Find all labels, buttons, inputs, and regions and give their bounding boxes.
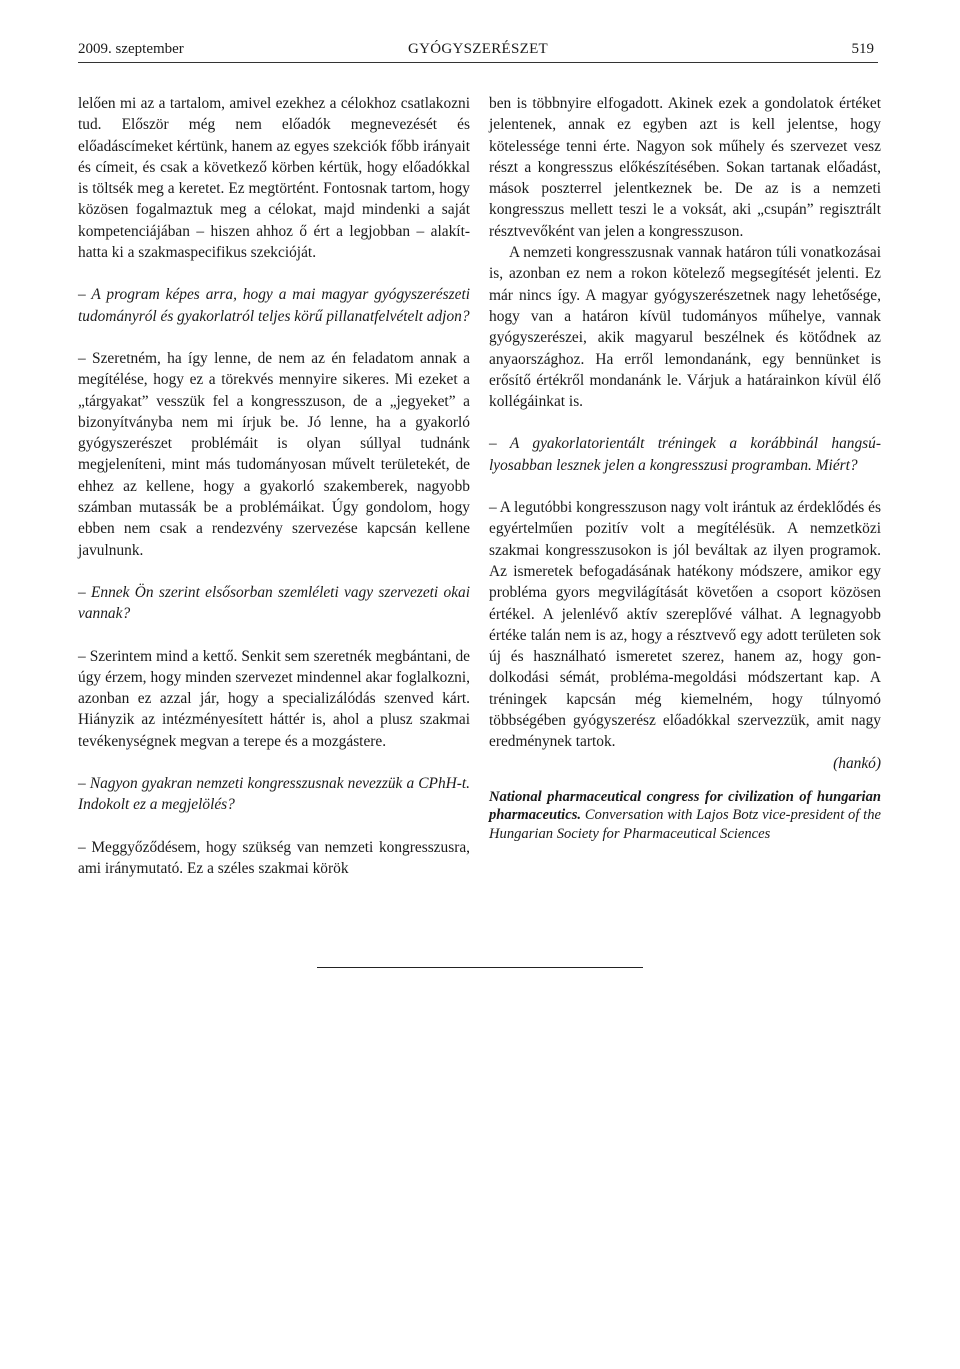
interview-answer: – Meggyőződésem, hogy szükség van nemzeti kongresszusra, ami iránymutató. Ez a széles szakmai körök: [78, 838, 470, 877]
end-rule: [317, 967, 643, 968]
running-header: [78, 40, 878, 63]
english-abstract-title: National pharmaceutical congress for civilization of hungarian pharmaceutics.: [489, 788, 881, 824]
page-number: 519: [851, 41, 874, 57]
paragraph: lelően mi az a tartalom, amivel ezekhez a célokhoz csatlakozni tud. Először még nem előadók megnevezését és előadáscímeket kértünk, hanem az egyes szekciók főbb irányait és címeit, és csak a következő körben kértük, hogy előadókkal is töltsék meg a keretet. Ez megtörtént. Fontosnak tartom, hogy közösen fogalmaztuk meg a célokat, majd mindenki a saját kompetenciájában – hiszen ahhoz ő ért a legjobban – alakíthatta ki a szakmaspecifikus szekcióját.: [78, 95, 470, 262]
author-signature: (hankó): [833, 754, 881, 772]
interview-question: – Nagyon gyakran nemzeti kongresszusnak nevezzük a CPhH-t. Indokolt ez a megjelölés?: [78, 775, 470, 814]
interview-answer: – Szeretném, ha így lenne, de nem az én feladatom annak a megítélése, hogy ez a törekvés mennyire sikeres. Mi ezeket a „tárgyakat” vesszük fel a kongresszuson, de a „jegyeket” a bizonyítványba nem mi írjuk be. Jó lenne, ha a gyakorló gyógyszerészet problémáit is olyan súllyal tudnánk megjeleníteni, mint más tudományosan művelt területekét, de ehhez az kellene, hogy a gyakorló szakemberek, nagyobb számban mutassák be a problémáikat. Úgy gondolom, hogy ebben nem csak a rendezvény szervezése kapcsán kellene javulnunk.: [78, 349, 470, 559]
interview-answer: – Szerintem mind a kettő. Senkit sem szeretnék megbántani, de úgy érzem, hogy minden szervezet mindennel akar foglalkozni, azonban ez azzal jár, hogy a specializálódás szenved kárt. Hiányzik az intézményesített háttér is, ahol a plusz szakmai tevékenységnek megvan a terepe és a mozgástere.: [78, 647, 470, 750]
english-abstract: [489, 788, 881, 844]
interview-question: – A gyakorlatorientált tréningek a korábbinál hangsúlyosabban lesznek jelen a kongresszusi programban. Miért?: [489, 435, 881, 474]
english-abstract-text: Conversation with Lajos Botz vice-president of the Hungarian Society for Pharmaceutical Sciences: [489, 807, 882, 842]
interview-question: – A program képes arra, hogy a mai magyar gyógyszerészeti tudományról és gyakorlatról teljes körű pillanatfelvételt adjon?: [78, 286, 470, 325]
right-column: [489, 93, 881, 843]
paragraph: A nemzeti kongresszusnak vannak határon túli vonatkozásai is, azonban ez nem a rokon kötelező megsegítését jelenti. Ez már nincs így. A magyar gyógyszerészetnek nagy lehetősége, hogy van a határon kívül tudományos műhelye, vannak gyógyszerészei, akik magyarul beszélnek és kötődnek az anyaországhoz. Ha erről lemondanánk, egy bennünket is erősítő értékről mondanánk le. Várjuk a határainkon kívül élő kollégáinkat is.: [489, 244, 881, 411]
interview-answer: – A legutóbbi kongresszuson nagy volt irántuk az érdeklődés és egyértelműen pozitív volt a megítélésük. A nemzetközi szakmai kongresszusokon is jól beváltak az ilyen programok. Az ismeretek befogadásának hatékony módszere, amikor egy probléma gyors megvilágítását követően a csoport közösen értékel. A jelenlévő aktív szereplővé válhat. A legnagyobb értéke talán nem is az, hogy a résztvevő egy adott területen sok új és használható ismeretet szerez, hanem az, hogy gondolkodási sémát, probléma-megoldási módszertant kap. A tréningek kapcsán még kiemelném, hogy túlnyomó többségében gyógyszerész előadókkal szervezzük, amit nagy eredménynek tartok.: [489, 499, 881, 751]
issue-date: 2009. szeptember: [78, 41, 184, 57]
journal-title: GYÓGYSZERÉSZET: [407, 41, 549, 57]
left-column: [78, 93, 470, 879]
interview-question: – Ennek Ön szerint elsősorban szemléleti vagy szervezeti okai vannak?: [78, 583, 470, 623]
paragraph: ben is többnyire elfogadott. Akinek ezek a gondolatok értéket jelentenek, annak ez egyben azt is kell jelentse, hogy kötelessége tenni érte. Nagyon sok műhely és szervezet vesz részt a kongresszus előkészítésében. Sokan tartanak előadást, mások poszterrel jelentkeznek be. De az is a nemzeti kongresszus mellett teszi le a voksát, aki „csupán” regisztrált résztvevőként van jelen a kongresszuson.: [489, 95, 881, 240]
